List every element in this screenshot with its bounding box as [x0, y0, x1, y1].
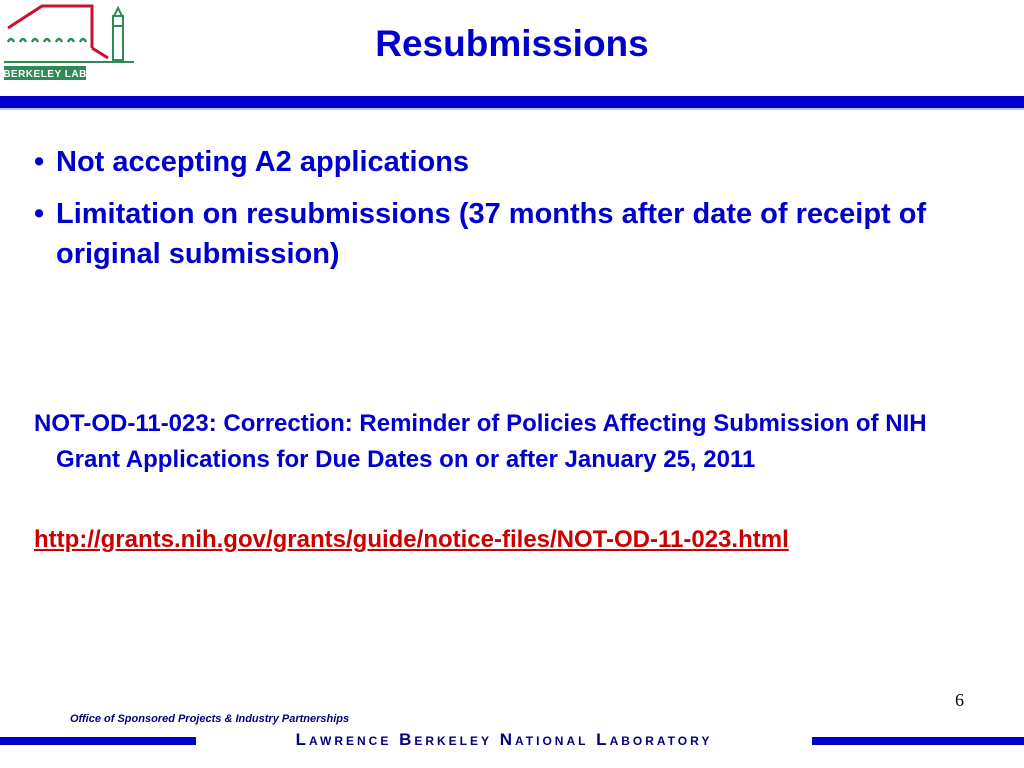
page-number: 6	[955, 690, 964, 710]
bullet-icon: •	[34, 198, 45, 230]
header-divider	[0, 96, 1024, 108]
notice-link[interactable]: http://grants.nih.gov/grants/guide/notice-files/NOT-OD-11-023.html	[34, 526, 789, 553]
bullet-icon: •	[34, 146, 45, 178]
bullet-list	[34, 142, 974, 286]
slide-title: Resubmissions	[375, 23, 649, 64]
bullet-item	[34, 142, 974, 182]
bullet-text: Limitation on resubmissions (37 months after date of receipt of original submission)	[56, 198, 927, 270]
header-divider-shadow	[0, 108, 1024, 110]
bullet-text: Not accepting A2 applications	[56, 146, 470, 178]
footer-lab-name	[204, 729, 804, 751]
footer-bar-right	[812, 737, 1024, 745]
footer-lab-name-text: Lawrence Berkeley National Laboratory	[295, 730, 713, 749]
policy-note: NOT-OD-11-023: Correction: Reminder of Policies Affecting Submission of NIH Grant Applications for Due Dates on or after January 25, 2011	[34, 410, 927, 473]
office-label: Office of Sponsored Projects & Industry Partnerships	[70, 713, 350, 725]
bullet-item	[34, 194, 974, 274]
logo-text: BERKELEY LAB	[3, 69, 87, 80]
footer-bar-left	[0, 737, 196, 745]
